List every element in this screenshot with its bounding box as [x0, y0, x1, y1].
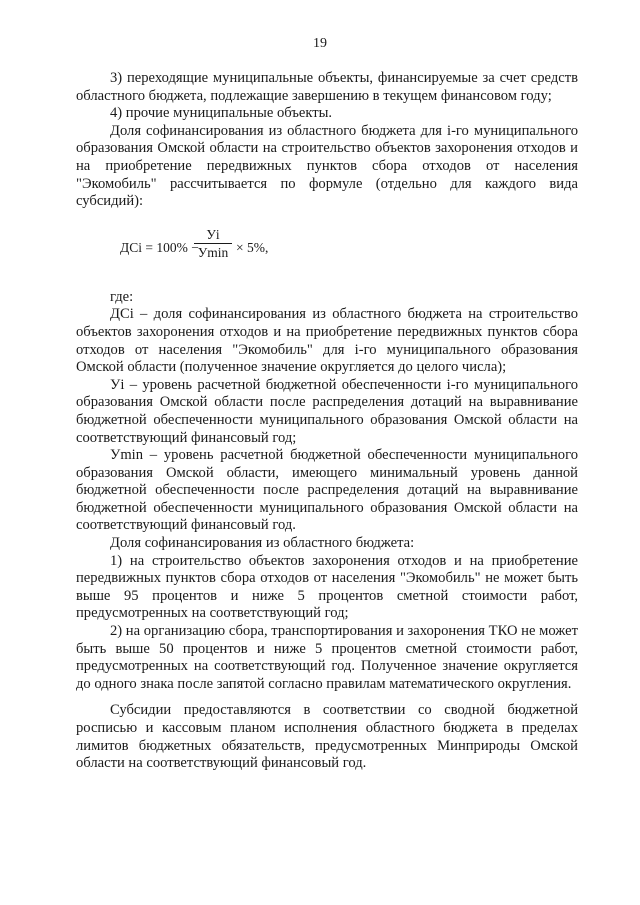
page-number: 19: [313, 36, 327, 51]
paragraph-item-3: 3) переходящие муниципальные объекты, финансируемые за счет средств областного бюджета, подлежащие завершению в текущем финансовом году;: [76, 70, 578, 104]
paragraph-def-dsi: ДСi – доля софинансирования из областного бюджета на строительство объектов захоронения отходов и на приобретение передвижных пунктов сбора отходов от населения "Экомобиль" для i-го муниципального образования Омской области (полученное значение округляется до целого числа);: [76, 306, 578, 376]
paragraph-share-heading: Доля софинансирования из областного бюджета:: [110, 535, 415, 552]
paragraph-def-yi: Уi – уровень расчетной бюджетной обеспеченности i-го муниципального образования Омской области после распределения дотаций на выравнивание бюджетной обеспеченности муниципального образования Омской области на соответствующий финансовый год;: [76, 376, 578, 446]
paragraph-share-2: 2) на организацию сбора, транспортирования и захоронения ТКО не может быть выше 50 процентов и ниже 5 процентов сметной стоимости работ, предусмотренных на соответствующий год. Полученное значение округляется до одного знака после запятой согласно правилам математического округления.: [76, 623, 578, 692]
formula-lhs: ДСi = 100% −: [120, 239, 199, 255]
formula: [120, 227, 578, 267]
paragraph-formula-intro: Доля софинансирования из областного бюджета для i-го муниципального образования Омской области на строительство объектов захоронения отходов и на приобретение передвижных пунктов сбора отходов от населения "Экомобиль" рассчитывается по формуле (отдельно для каждого вида субсидий):: [76, 122, 578, 210]
paragraph-item-4: 4) прочие муниципальные объекты.: [110, 105, 333, 122]
paragraph-subsidies: Субсидии предоставляются в соответствии со сводной бюджетной росписью и кассовым планом исполнения областного бюджета в пределах лимитов бюджетных обязательств, предусмотренных Минприроды Омской области на соответствующий финансовый год.: [76, 702, 578, 772]
formula-numerator: Уi: [194, 227, 232, 244]
paragraph-where: где:: [110, 288, 134, 305]
formula-fraction: [194, 227, 232, 261]
paragraph-share-1: 1) на строительство объектов захоронения отходов и на приобретение передвижных пунктов сбора отходов от населения "Экомобиль" не может быть выше 95 процентов и ниже 5 процентов сметной стоимости работ, предусмотренных на соответствующий год;: [76, 552, 578, 622]
document-body: [76, 70, 578, 773]
formula-rhs: × 5%,: [236, 239, 269, 255]
paragraph-def-ymin: Уmin – уровень расчетной бюджетной обеспеченности муниципального образования Омской области, имеющего минимальный уровень данной бюджетной обеспеченности после распределения дотаций на выравнивание бюджетной обеспеченности муниципального образования Омской области на соответствующий финансовый год.: [76, 447, 578, 534]
formula-denominator: Уmin: [197, 244, 229, 260]
